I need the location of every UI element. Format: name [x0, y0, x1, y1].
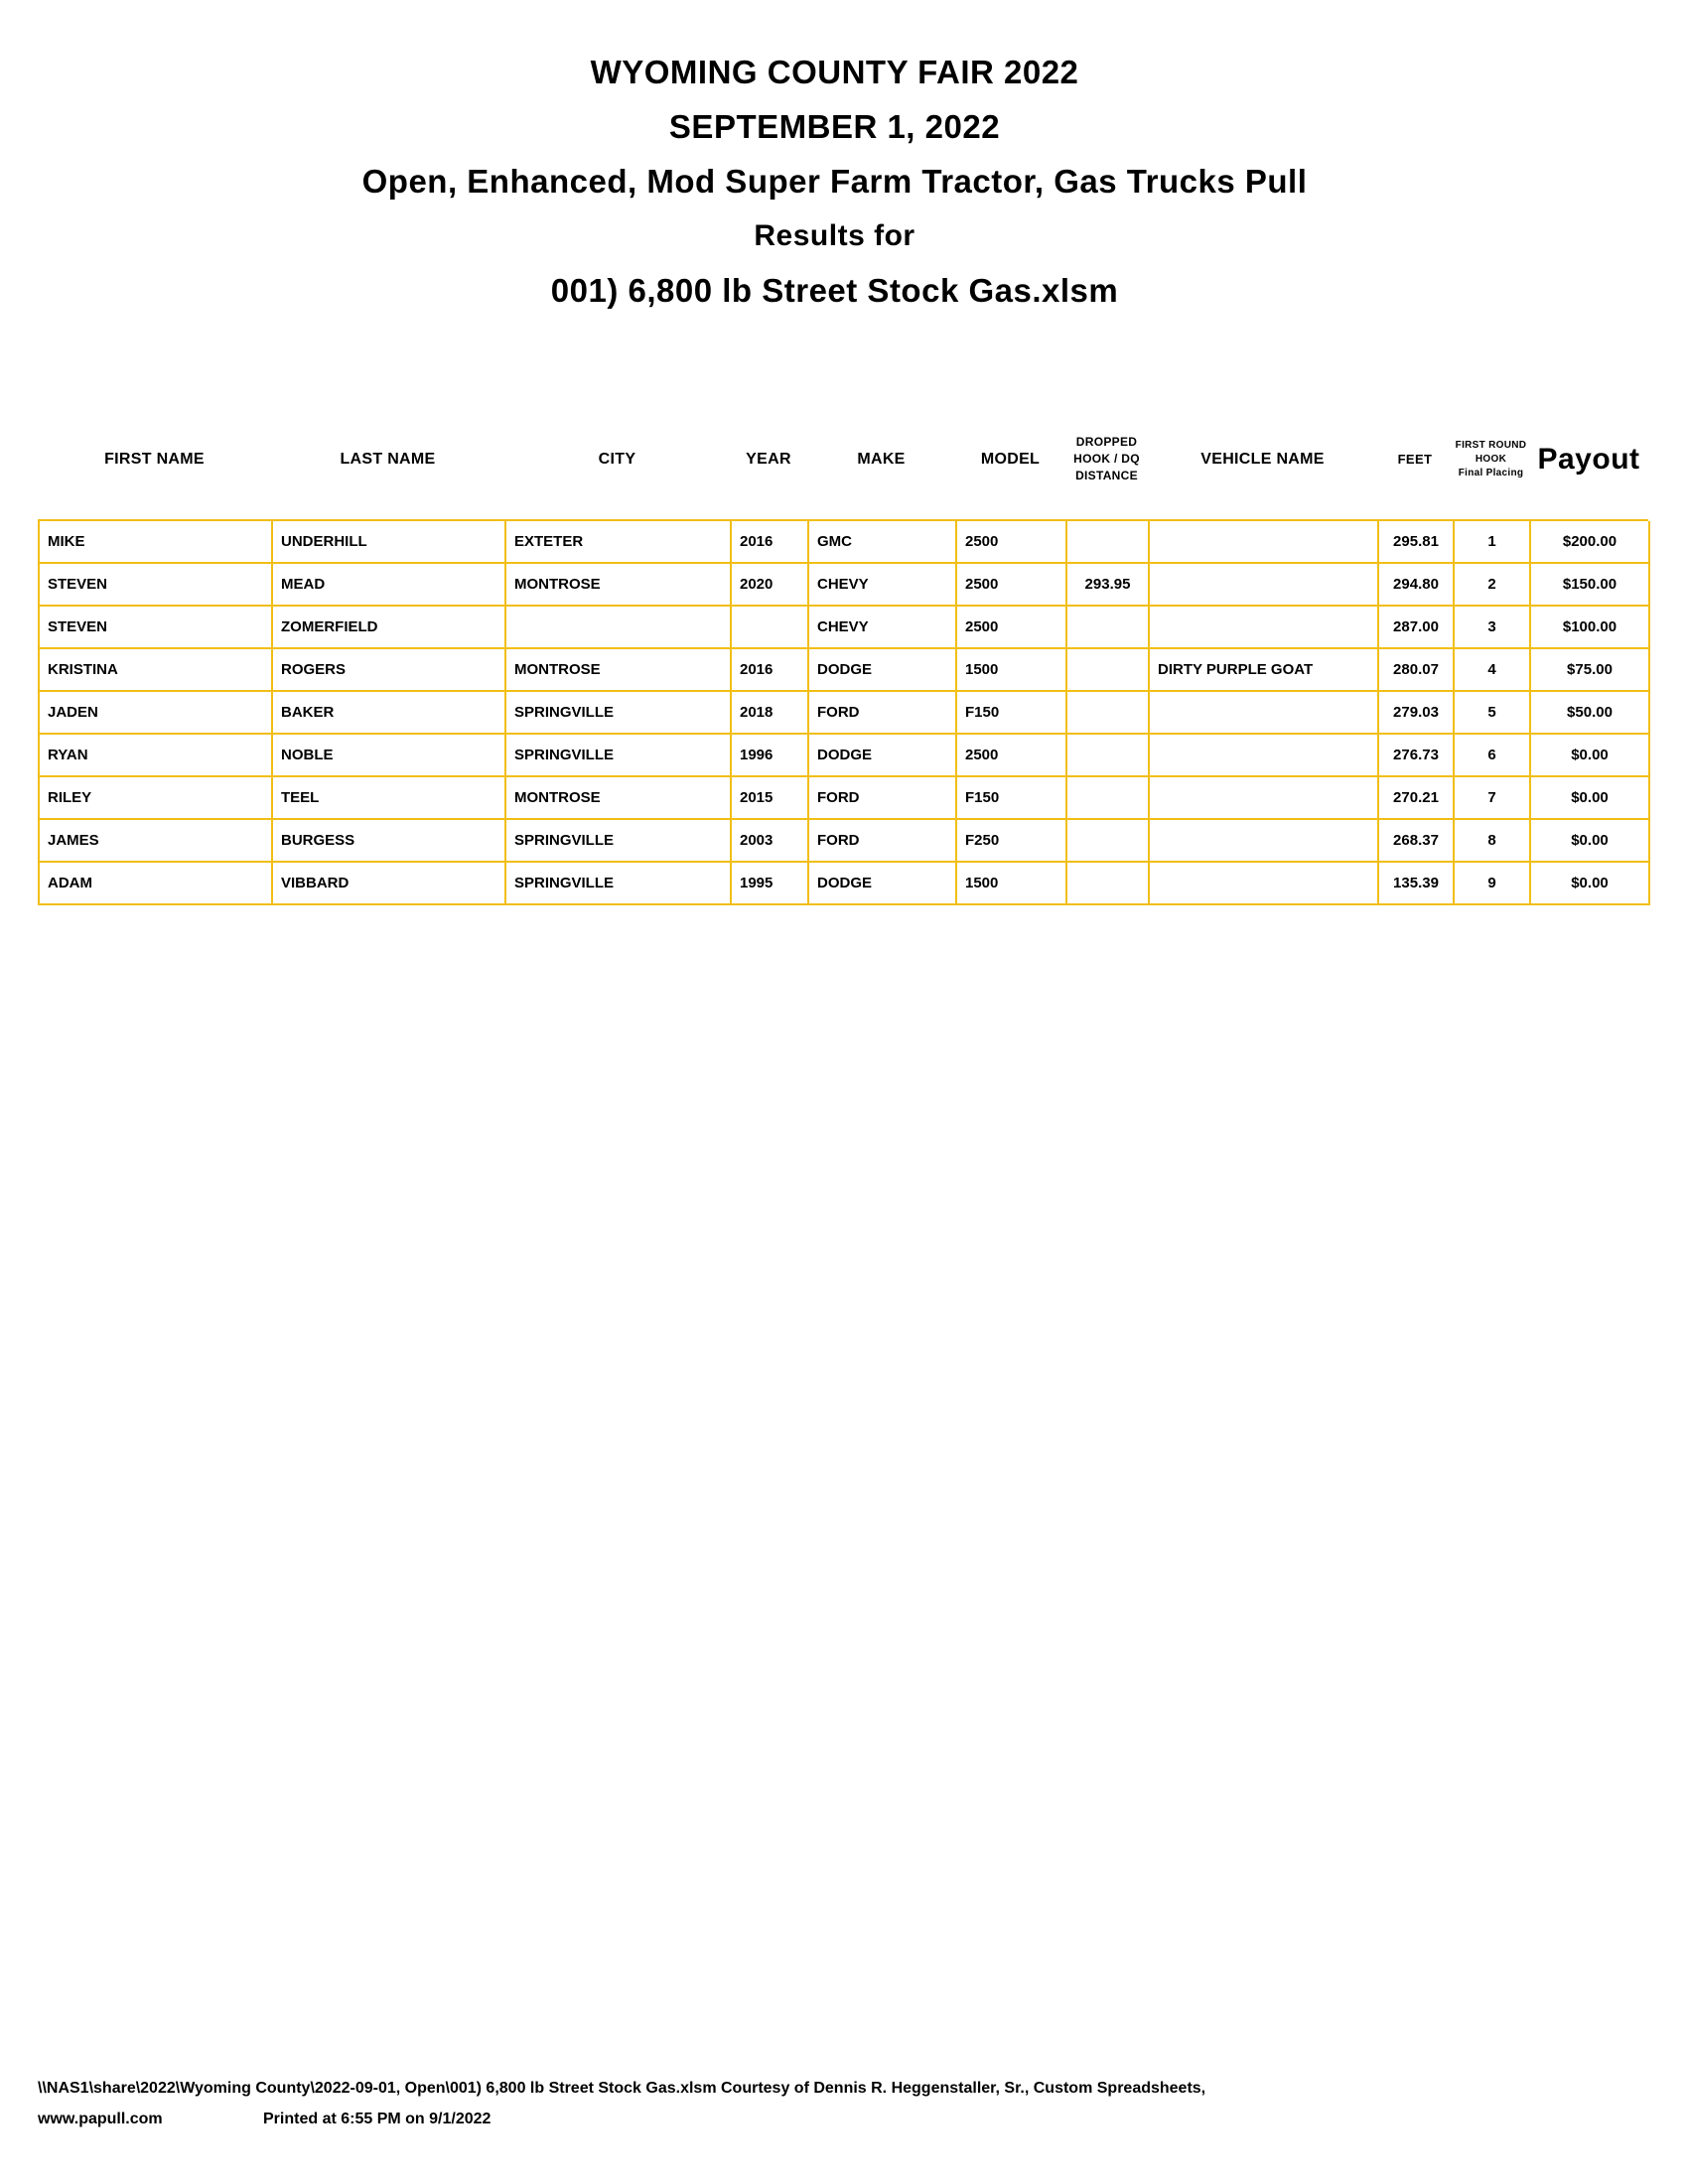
- cell-city: SPRINGVILLE: [506, 820, 732, 863]
- cell-vehicle-name: [1150, 692, 1379, 735]
- cell-last-name: BAKER: [273, 692, 506, 735]
- column-header-city: CITY: [598, 450, 636, 468]
- cell-make: CHEVY: [809, 564, 957, 607]
- column-header-first-round-hook: FIRST ROUND HOOK Final Placing: [1455, 439, 1527, 478]
- cell-year: 2016: [732, 649, 809, 692]
- table-row: [40, 521, 1648, 564]
- cell-model: 2500: [957, 564, 1067, 607]
- cell-feet: 280.07: [1379, 649, 1455, 692]
- cell-vehicle-name: [1150, 564, 1379, 607]
- cell-make: DODGE: [809, 863, 957, 905]
- cell-dropped: [1067, 607, 1150, 649]
- table-row: [40, 649, 1648, 692]
- cell-payout: $0.00: [1531, 820, 1650, 863]
- cell-vehicle-name: DIRTY PURPLE GOAT: [1150, 649, 1379, 692]
- cell-feet: 135.39: [1379, 863, 1455, 905]
- cell-last-name: BURGESS: [273, 820, 506, 863]
- cell-feet: 279.03: [1379, 692, 1455, 735]
- event-date: SEPTEMBER 1, 2022: [668, 108, 1001, 145]
- cell-feet: 287.00: [1379, 607, 1455, 649]
- cell-make: FORD: [809, 692, 957, 735]
- cell-year: 2020: [732, 564, 809, 607]
- cell-last-name: UNDERHILL: [273, 521, 506, 564]
- cell-place: 2: [1455, 564, 1531, 607]
- footer-file-path: \\NAS1\share\2022\Wyoming County\2022-09-01, Open\001) 6,800 lb Street Stock Gas.xlsm Courtesy of Dennis R. Heggenstaller, Sr., Custom Spreadsheets,: [38, 2080, 1206, 2097]
- cell-place: 4: [1455, 649, 1531, 692]
- cell-city: MONTROSE: [506, 777, 732, 820]
- cell-place: 6: [1455, 735, 1531, 777]
- cell-last-name: TEEL: [273, 777, 506, 820]
- cell-vehicle-name: [1150, 777, 1379, 820]
- cell-model: 1500: [957, 649, 1067, 692]
- cell-place: 3: [1455, 607, 1531, 649]
- cell-payout: $50.00: [1531, 692, 1650, 735]
- table-row: [40, 777, 1648, 820]
- cell-dropped: [1067, 692, 1150, 735]
- cell-first-name: STEVEN: [40, 564, 273, 607]
- column-header-dropped-hook: DROPPED HOOK / DQ DISTANCE: [1073, 435, 1140, 482]
- cell-first-name: JAMES: [40, 820, 273, 863]
- table-row: [40, 692, 1648, 735]
- cell-year: 2015: [732, 777, 809, 820]
- table-row: [40, 820, 1648, 863]
- cell-payout: $200.00: [1531, 521, 1650, 564]
- column-header-feet: FEET: [1397, 452, 1433, 467]
- cell-payout: $0.00: [1531, 735, 1650, 777]
- cell-first-name: JADEN: [40, 692, 273, 735]
- cell-vehicle-name: [1150, 521, 1379, 564]
- class-file-name: 001) 6,800 lb Street Stock Gas.xlsm: [550, 272, 1119, 309]
- cell-last-name: ROGERS: [273, 649, 506, 692]
- cell-payout: $100.00: [1531, 607, 1650, 649]
- cell-model: 2500: [957, 735, 1067, 777]
- cell-vehicle-name: [1150, 607, 1379, 649]
- table-row: [40, 735, 1648, 777]
- cell-dropped: [1067, 521, 1150, 564]
- cell-dropped: [1067, 863, 1150, 905]
- footer-printed-timestamp: Printed at 6:55 PM on 9/1/2022: [263, 2111, 492, 2127]
- cell-model: 2500: [957, 607, 1067, 649]
- cell-first-name: RYAN: [40, 735, 273, 777]
- cell-payout: $0.00: [1531, 777, 1650, 820]
- column-header-first-name: FIRST NAME: [104, 450, 205, 468]
- cell-vehicle-name: [1150, 820, 1379, 863]
- cell-vehicle-name: [1150, 863, 1379, 905]
- cell-place: 1: [1455, 521, 1531, 564]
- cell-feet: 276.73: [1379, 735, 1455, 777]
- cell-dropped: [1067, 735, 1150, 777]
- cell-dropped: 293.95: [1067, 564, 1150, 607]
- table-column-headers: [38, 422, 1648, 496]
- cell-city: [506, 607, 732, 649]
- cell-payout: $0.00: [1531, 863, 1650, 905]
- cell-last-name: NOBLE: [273, 735, 506, 777]
- cell-first-name: KRISTINA: [40, 649, 273, 692]
- cell-dropped: [1067, 649, 1150, 692]
- title-block: [38, 45, 1631, 318]
- cell-place: 5: [1455, 692, 1531, 735]
- cell-model: F250: [957, 820, 1067, 863]
- cell-place: 8: [1455, 820, 1531, 863]
- cell-model: F150: [957, 777, 1067, 820]
- cell-city: EXTETER: [506, 521, 732, 564]
- cell-city: SPRINGVILLE: [506, 692, 732, 735]
- column-header-year: YEAR: [746, 450, 791, 468]
- cell-last-name: MEAD: [273, 564, 506, 607]
- cell-make: DODGE: [809, 649, 957, 692]
- cell-first-name: ADAM: [40, 863, 273, 905]
- cell-vehicle-name: [1150, 735, 1379, 777]
- footer-website: www.papull.com: [38, 2111, 163, 2127]
- cell-last-name: ZOMERFIELD: [273, 607, 506, 649]
- cell-year: [732, 607, 809, 649]
- cell-first-name: MIKE: [40, 521, 273, 564]
- event-classes: Open, Enhanced, Mod Super Farm Tractor, Gas Trucks Pull: [361, 163, 1308, 200]
- table-row: [40, 863, 1648, 905]
- cell-feet: 270.21: [1379, 777, 1455, 820]
- cell-model: F150: [957, 692, 1067, 735]
- cell-make: GMC: [809, 521, 957, 564]
- cell-make: FORD: [809, 820, 957, 863]
- cell-make: DODGE: [809, 735, 957, 777]
- cell-dropped: [1067, 820, 1150, 863]
- column-header-vehicle-name: VEHICLE NAME: [1200, 450, 1325, 468]
- cell-payout: $150.00: [1531, 564, 1650, 607]
- cell-feet: 295.81: [1379, 521, 1455, 564]
- column-header-make: MAKE: [857, 450, 906, 468]
- table-row: [40, 564, 1648, 607]
- table-row: [40, 607, 1648, 649]
- cell-year: 2016: [732, 521, 809, 564]
- cell-first-name: RILEY: [40, 777, 273, 820]
- cell-feet: 268.37: [1379, 820, 1455, 863]
- cell-city: SPRINGVILLE: [506, 863, 732, 905]
- cell-city: SPRINGVILLE: [506, 735, 732, 777]
- cell-payout: $75.00: [1531, 649, 1650, 692]
- cell-dropped: [1067, 777, 1150, 820]
- cell-last-name: VIBBARD: [273, 863, 506, 905]
- results-for-label: Results for: [754, 219, 915, 252]
- cell-city: MONTROSE: [506, 564, 732, 607]
- cell-make: CHEVY: [809, 607, 957, 649]
- cell-place: 7: [1455, 777, 1531, 820]
- cell-year: 2003: [732, 820, 809, 863]
- cell-make: FORD: [809, 777, 957, 820]
- cell-feet: 294.80: [1379, 564, 1455, 607]
- column-header-model: MODEL: [980, 450, 1041, 468]
- cell-year: 2018: [732, 692, 809, 735]
- cell-year: 1995: [732, 863, 809, 905]
- cell-place: 9: [1455, 863, 1531, 905]
- column-header-payout: Payout: [1537, 442, 1640, 476]
- cell-year: 1996: [732, 735, 809, 777]
- results-table: [38, 519, 1648, 905]
- cell-city: MONTROSE: [506, 649, 732, 692]
- page-footer: [38, 2073, 1650, 2134]
- event-title: WYOMING COUNTY FAIR 2022: [590, 54, 1079, 90]
- cell-model: 2500: [957, 521, 1067, 564]
- column-header-last-name: LAST NAME: [340, 450, 436, 468]
- cell-first-name: STEVEN: [40, 607, 273, 649]
- cell-model: 1500: [957, 863, 1067, 905]
